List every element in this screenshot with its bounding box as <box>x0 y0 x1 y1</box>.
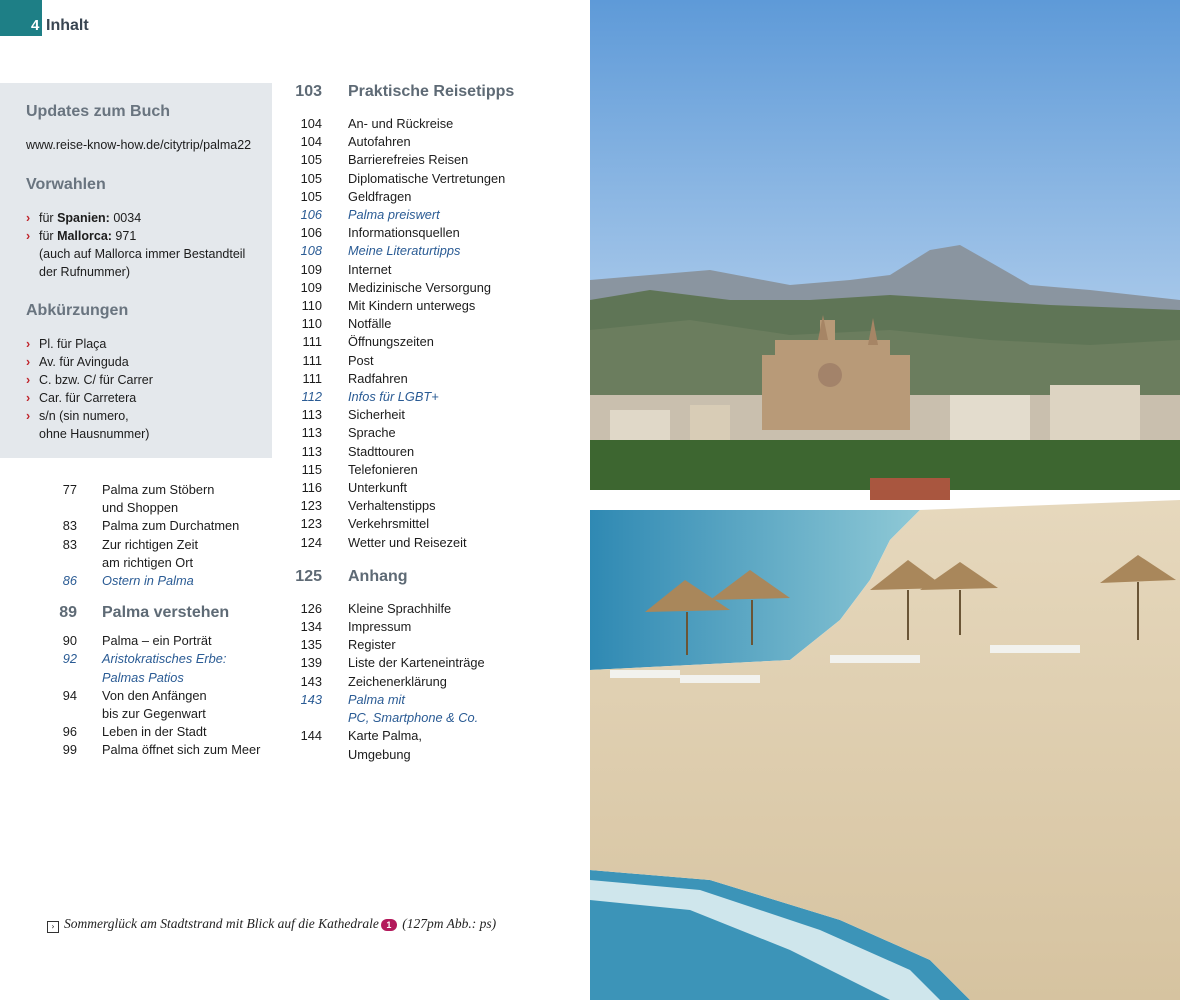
abkuerzungen-heading: Abkürzungen <box>26 302 129 319</box>
toc-page-number: 135 <box>300 637 322 653</box>
toc-title: PC, Smartphone & Co. <box>348 710 479 726</box>
updates-heading: Updates zum Buch <box>26 103 171 120</box>
toc-section-103[interactable]: 103 Praktische Reisetipps <box>295 83 515 100</box>
toc-entry[interactable] <box>0 709 560 727</box>
toc-entry[interactable] <box>0 618 560 636</box>
toc-title: Zeichenerklärung <box>348 673 447 689</box>
toc-section-125[interactable]: 125 Anhang <box>295 567 408 585</box>
toc-page-number: 104 <box>300 116 322 131</box>
toc-page-number: 113 <box>301 443 322 459</box>
toc-title: Telefonieren <box>348 461 418 477</box>
toc-entry[interactable] <box>0 279 560 297</box>
list-item: › für Spanien: 0034 <box>26 211 142 225</box>
toc-title: und Shoppen <box>102 500 179 516</box>
toc-entry[interactable] <box>0 242 560 260</box>
toc-title: Autofahren <box>348 134 411 150</box>
toc-title: Medizinische Versorgung <box>348 279 491 295</box>
toc-page-number <box>0 746 322 764</box>
page-title: Inhalt <box>46 17 89 34</box>
toc-title: Zur richtigen Zeit <box>102 536 199 552</box>
toc-page-number: 143 <box>300 673 322 689</box>
list-item: › C. bzw. C/ für Carrer <box>26 373 153 387</box>
toc-entry[interactable] <box>0 497 560 515</box>
photo-caption: › Sommerglück am Stadtstrand mit Blick auf die Kathedrale 1 (127pm Abb.: ps) <box>47 916 496 932</box>
toc-page-number: 83 <box>62 518 77 534</box>
toc-entry[interactable] <box>0 115 560 133</box>
toc-page-number: 126 <box>300 600 322 616</box>
toc-page-number: 115 <box>301 461 322 477</box>
toc-title: Umgebung <box>348 746 411 762</box>
list-item: › s/n (sin numero, <box>26 409 129 423</box>
toc-title: Informationsquellen <box>348 225 460 241</box>
toc-title: Mit Kindern unterwegs <box>348 298 476 314</box>
toc-entry[interactable] <box>0 170 560 188</box>
toc-page-number: 116 <box>301 480 322 496</box>
chevron-right-icon: › <box>26 355 31 369</box>
toc-entry[interactable] <box>0 479 560 497</box>
toc-entry[interactable] <box>0 151 560 169</box>
list-item: › Av. für Avinguda <box>26 355 129 369</box>
toc-page-number: 99 <box>62 742 77 758</box>
list-item-note: der Rufnummer) <box>39 265 130 279</box>
toc-title: Wetter und Reisezeit <box>348 534 467 550</box>
toc-entry[interactable] <box>0 370 560 388</box>
toc-title: Sicherheit <box>348 407 405 423</box>
toc-title: Register <box>348 637 396 653</box>
toc-title: am richtigen Ort <box>102 554 194 570</box>
toc-page-number: 144 <box>300 728 322 744</box>
vorwahlen-heading: Vorwahlen <box>26 176 106 193</box>
toc-title: Palma mit <box>348 691 405 707</box>
toc-entry[interactable] <box>0 352 560 370</box>
toc-page-number: 106 <box>300 207 322 223</box>
toc-title: Notfälle <box>348 316 392 332</box>
toc-page-number: 110 <box>301 298 322 314</box>
map-marker-badge[interactable]: 1 <box>381 919 397 931</box>
photo-reference-icon: › <box>47 921 59 933</box>
toc-title: Palma – ein Porträt <box>102 633 212 649</box>
toc-page-number: 77 <box>62 482 77 497</box>
toc-page-number: 110 <box>301 316 322 332</box>
toc-page-number: 86 <box>62 573 77 589</box>
toc-page-number: 109 <box>300 279 322 295</box>
toc-page-number: 105 <box>300 152 322 168</box>
toc-title: Infos für LGBT+ <box>348 389 439 405</box>
toc-title: Ostern in Palma <box>102 573 194 589</box>
toc-title: An- und Rückreise <box>348 116 454 131</box>
toc-section-89[interactable]: 89 Palma verstehen <box>59 604 230 622</box>
list-item: › Pl. für Plaça <box>26 337 107 351</box>
toc-page-number: 123 <box>300 498 322 514</box>
chevron-right-icon: › <box>26 211 31 225</box>
list-item-note: ohne Hausnummer) <box>39 427 150 441</box>
toc-title: Geldfragen <box>348 188 412 204</box>
toc-entry[interactable] <box>0 727 560 745</box>
toc-page-number: 123 <box>300 516 322 532</box>
toc-title: Unterkunft <box>348 480 408 496</box>
toc-entry[interactable] <box>0 297 560 315</box>
toc-entry[interactable] <box>0 654 560 672</box>
toc-entry[interactable] <box>0 133 560 151</box>
toc-page-number: 92 <box>62 651 77 667</box>
toc-page-number: 96 <box>62 724 77 740</box>
toc-page-number: 112 <box>301 389 322 405</box>
toc-title: Leben in der Stadt <box>102 724 207 740</box>
toc-title: Verkehrsmittel <box>348 516 430 532</box>
toc-entry[interactable] <box>0 673 560 691</box>
toc-entry[interactable] <box>0 333 560 351</box>
toc-entry[interactable] <box>0 406 560 424</box>
page-number: 4 <box>31 17 40 34</box>
toc-title: Aristokratisches Erbe: <box>102 651 227 667</box>
chevron-right-icon: › <box>26 373 31 387</box>
toc-title: Öffnungszeiten <box>348 334 434 350</box>
toc-entry[interactable] <box>0 261 560 279</box>
toc-page-number <box>0 709 322 727</box>
toc-title: Stadttouren <box>348 443 415 459</box>
list-item: › für Mallorca: 971 <box>26 229 137 243</box>
toc-title: Palma preiswert <box>348 207 440 223</box>
toc-title: Meine Literaturtipps <box>348 243 461 259</box>
toc-title: Internet <box>348 261 392 277</box>
updates-url[interactable]: www.reise-know-how.de/citytrip/palma22 <box>26 138 252 152</box>
toc-title: bis zur Gegenwart <box>102 706 206 722</box>
toc-title: Palmas Patios <box>102 669 184 685</box>
toc-page-number: 111 <box>302 370 322 386</box>
toc-entry[interactable] <box>0 424 560 442</box>
chevron-right-icon: › <box>26 229 31 243</box>
toc-page-number: 105 <box>300 188 322 204</box>
toc-page-number: 104 <box>300 134 322 150</box>
toc-entry[interactable] <box>0 188 560 206</box>
toc-page-number: 105 <box>300 170 322 186</box>
toc-entry[interactable] <box>0 388 560 406</box>
toc-entry[interactable] <box>0 224 560 242</box>
list-item: › Car. für Carretera <box>26 391 137 405</box>
toc-title: Palma öffnet sich zum Meer <box>102 742 261 758</box>
toc-entry[interactable] <box>0 746 560 764</box>
toc-page-number: 113 <box>301 425 322 441</box>
toc-entry[interactable] <box>0 443 560 461</box>
toc-page-number: 83 <box>62 536 77 552</box>
toc-entry[interactable] <box>0 636 560 654</box>
list-item-note: (auch auf Mallorca immer Bestandteil <box>39 247 246 261</box>
toc-page-number: 134 <box>300 619 322 635</box>
toc-page-number: 111 <box>302 334 322 350</box>
toc-page-number: 113 <box>301 407 322 423</box>
toc-title: Palma zum Durchatmen <box>102 518 240 534</box>
toc-page-number: 124 <box>300 534 322 550</box>
toc-entry[interactable] <box>0 315 560 333</box>
toc-entry[interactable] <box>0 600 560 618</box>
beach-cathedral-photo <box>590 0 1180 1000</box>
toc-title: Barrierefreies Reisen <box>348 152 469 168</box>
toc-entry[interactable] <box>0 515 560 533</box>
toc-page-number: 90 <box>62 633 77 649</box>
toc-entry[interactable] <box>0 534 560 552</box>
toc-title: Liste der Karteneinträge <box>348 655 485 671</box>
toc-title: Von den Anfängen <box>102 687 207 703</box>
toc-page-number: 106 <box>300 225 322 241</box>
toc-title: Impressum <box>348 619 412 635</box>
chevron-right-icon: › <box>26 409 31 423</box>
toc-title: Post <box>348 352 374 368</box>
toc-page-number: 143 <box>300 691 322 707</box>
toc-title: Verhaltenstipps <box>348 498 436 514</box>
toc-entry[interactable] <box>0 691 560 709</box>
toc-page-number: 108 <box>300 243 322 259</box>
toc-page-number: 111 <box>302 352 322 368</box>
toc-page-number: 109 <box>300 261 322 277</box>
toc-column-2 <box>0 83 560 764</box>
toc-page-number: 139 <box>300 655 322 671</box>
chevron-right-icon: › <box>26 337 31 351</box>
chevron-right-icon: › <box>26 391 31 405</box>
toc-title: Diplomatische Vertretungen <box>348 170 506 186</box>
toc-title: Kleine Sprachhilfe <box>348 600 452 616</box>
toc-entry[interactable] <box>0 461 560 479</box>
toc-title: Karte Palma, <box>348 728 422 744</box>
toc-title: Sprache <box>348 425 396 441</box>
toc-title: Radfahren <box>348 370 408 386</box>
toc-title: Palma zum Stöbern <box>102 482 215 497</box>
toc-entry[interactable] <box>0 206 560 224</box>
toc-page-number: 94 <box>62 687 77 703</box>
